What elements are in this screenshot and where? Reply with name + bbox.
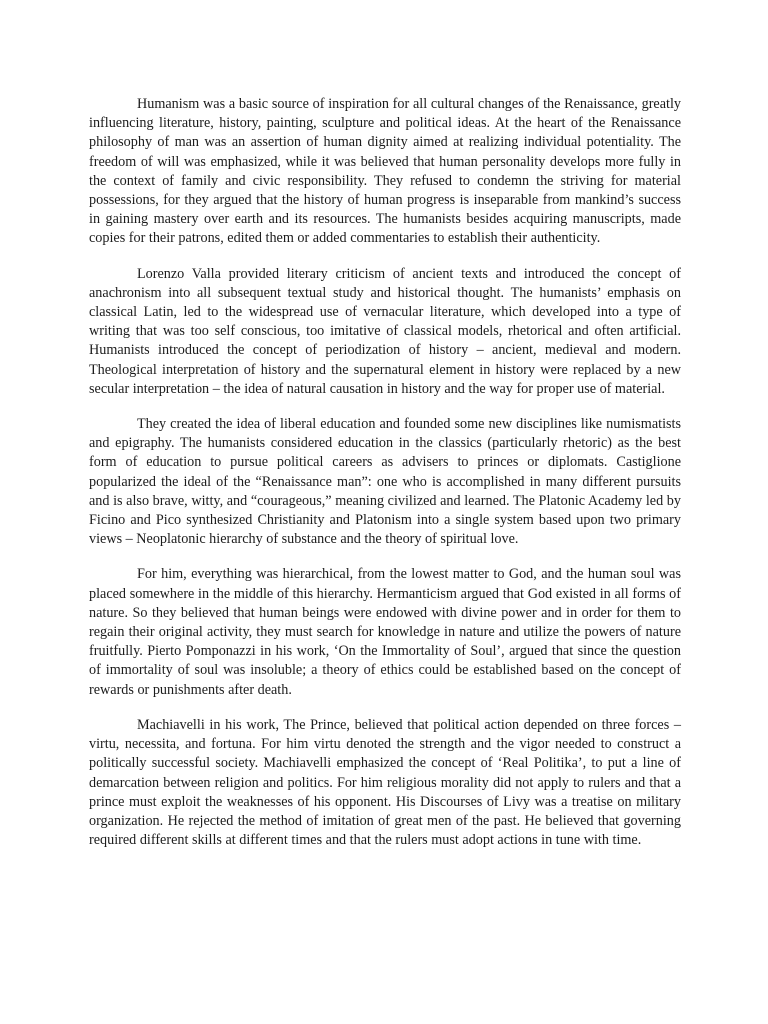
paragraph-lorenzo-valla: Lorenzo Valla provided literary criticism of ancient texts and introduced the concept of anachronism into all subsequent textual study and historical thought. The humanists’ emphasis on classical Latin, led to the widespread use of vernacular literature, which developed into a type of writing that was too self conscious, too imitative of classical models, rhetorical and often artificial. Humanists introduced the concept of periodization of history – ancient, medieval and modern. Theological interpretation of history and the supernatural element in history were replaced by a new secular interpretation – the idea of natural causation in history and the way for proper use of material. [89, 265, 681, 397]
paragraph-machiavelli: Machiavelli in his work, The Prince, believed that political action depended on three forces – virtu, necessita, and fortuna. For him virtu denoted the strength and the vigor needed to construct a politically successful society. Machiavelli emphasized the concept of ‘Real Politika’, to put a line of demarcation between religion and politics. For him religious morality did not apply to rulers and that a prince must exploit the weaknesses of his opponent. His Discourses of Livy was a treatise on military organization. He rejected the method of imitation of great men of the past. He believed that governing required different skills at different times and that the rulers must adopt actions in tune with time. [89, 716, 681, 849]
paragraph-liberal-education: They created the idea of liberal education and founded some new disciplines like numismatists and epigraphy. The humanists considered education in the classics (particularly rhetoric) as the best form of education to pursue political careers as advisers to princes or diplomats. Castiglione popularized the ideal of the “Renaissance man”: one who is accomplished in many different pursuits and is also brave, witty, and “courageous,” meaning civilized and learned. The Platonic Academy led by Ficino and Pico synthesized Christianity and Platonism into a single system based upon two primary views – Neoplatonic hierarchy of substance and the theory of spiritual love. [89, 416, 681, 548]
document-body [89, 95, 681, 866]
paragraph-hierarchy: For him, everything was hierarchical, from the lowest matter to God, and the human soul was placed somewhere in the middle of this hierarchy. Hermanticism argued that God existed in all forms of nature. So they believed that human beings were endowed with divine power and in order for them to regain their original activity, they must search for knowledge in nature and utilize the powers of nature fruitfully. Pierto Pomponazzi in his work, ‘On the Immortality of Soul’, argued that since the question of immortality of soul was insoluble; a theory of ethics could be established based on the concept of rewards or punishments after death. [89, 566, 681, 698]
paragraph-humanism: Humanism was a basic source of inspiration for all cultural changes of the Renaissance, greatly influencing literature, history, painting, sculpture and political ideas. At the heart of the Renaissance philosophy of man was an assertion of human dignity aimed at realizing individual potentiality. The freedom of will was emphasized, while it was believed that human personality develops more fully in the context of family and civic responsibility. They refused to condemn the striving for material possessions, for they argued that the history of human progress is inseparable from mankind’s success in gaining mastery over earth and its resources. The humanists besides acquiring manuscripts, made copies for their patrons, edited them or added commentaries to establish their authenticity. [89, 96, 681, 247]
